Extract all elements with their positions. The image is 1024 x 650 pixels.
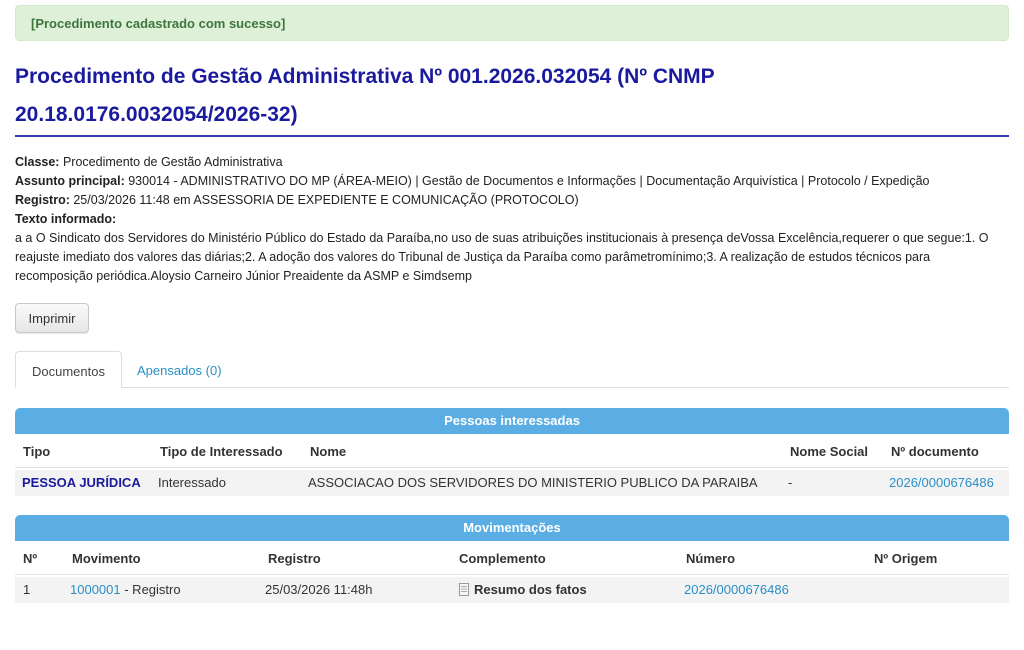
registro-label: Registro: [15,193,70,207]
pessoa-documento-link[interactable]: 2026/0000676486 [889,475,994,490]
assunto-label: Assunto principal: [15,174,125,188]
title-divider [15,135,1009,137]
print-button[interactable]: Imprimir [15,303,89,333]
success-message: [Procedimento cadastrado com sucesso] [31,16,286,31]
table-row [15,577,1009,603]
mov-suffix: - Registro [120,582,181,597]
page-title-line1: Procedimento de Gestão Administrativa Nº 001.2026.032054 (Nº CNMP [15,65,715,88]
pessoas-section-header: Pessoas interessadas [15,408,1009,434]
success-alert [15,5,1009,41]
page-title-line2: 20.18.0176.0032054/2026-32) [15,103,298,126]
table-row [15,470,1009,496]
classe-row [15,153,1009,172]
pessoa-tipo-interessado: Interessado [158,475,226,490]
mov-code-link[interactable]: 1000001 [70,582,121,597]
col-numero: Número [686,551,736,566]
document-icon [459,583,469,596]
mov-n: 1 [23,582,31,597]
texto-label-row [15,210,1009,229]
col-nome-social: Nome Social [790,444,869,459]
mov-movimento [70,577,181,603]
mov-complemento-label: Resumo dos fatos [474,582,587,597]
registro-row [15,191,1009,210]
movimentacoes-table-header [15,543,1009,575]
registro-value: 25/03/2026 11:48 em ASSESSORIA DE EXPEDIENTE E COMUNICAÇÃO (PROTOCOLO) [73,193,579,207]
mov-registro: 25/03/2026 11:48h [265,582,373,597]
col-n-origem: Nº Origem [874,551,938,566]
tab-documentos[interactable]: Documentos [15,351,122,388]
col-tipo-interessado: Tipo de Interessado [160,444,283,459]
col-complemento: Complemento [459,551,546,566]
pessoa-nome: ASSOCIACAO DOS SERVIDORES DO MINISTERIO PUBLICO DA PARAIBA [308,475,758,490]
col-movimento: Movimento [72,551,141,566]
pessoas-table-header [15,436,1009,468]
page-title [15,58,1009,134]
classe-value: Procedimento de Gestão Administrativa [62,155,283,169]
mov-numero-link[interactable]: 2026/0000676486 [684,582,789,597]
col-nome: Nome [310,444,347,459]
assunto-row [15,172,1009,191]
procedure-details [15,153,1009,286]
pessoa-nome-social: - [788,475,793,490]
col-tipo: Tipo [23,444,51,459]
pessoa-tipo-link[interactable]: PESSOA JURÍDICA [22,475,141,490]
assunto-value: 930014 - ADMINISTRATIVO DO MP (ÁREA-MEIO) | Gestão de Documentos e Informações | Documentação Arquivística | Protocolo / Expedição [128,174,930,188]
tab-apensados[interactable]: Apensados (0) [137,363,222,378]
col-n-documento: Nº documento [891,444,979,459]
tab-bar [15,351,1009,388]
texto-value: a a O Sindicato dos Servidores do Ministério Público do Estado da Paraíba,no uso de suas atribuições institucionais à presença deVossa Excelência,requerer o que segue:1. O reajuste imediato dos valores das diárias;2. A adoção dos valores do Tribunal de Justiça da Paraíba como parâmetromínimo;3. A realização de estudos técnicos para recomposição periódica.Aloysio Carneiro Júnior Preaidente da ASMP e Simdsemp [15,231,989,283]
texto-label: Texto informado: [15,212,117,226]
col-registro: Registro [268,551,321,566]
mov-complemento[interactable] [459,577,587,603]
col-n: Nº [23,551,38,566]
movimentacoes-section-header: Movimentações [15,515,1009,541]
classe-label: Classe: [15,155,60,169]
